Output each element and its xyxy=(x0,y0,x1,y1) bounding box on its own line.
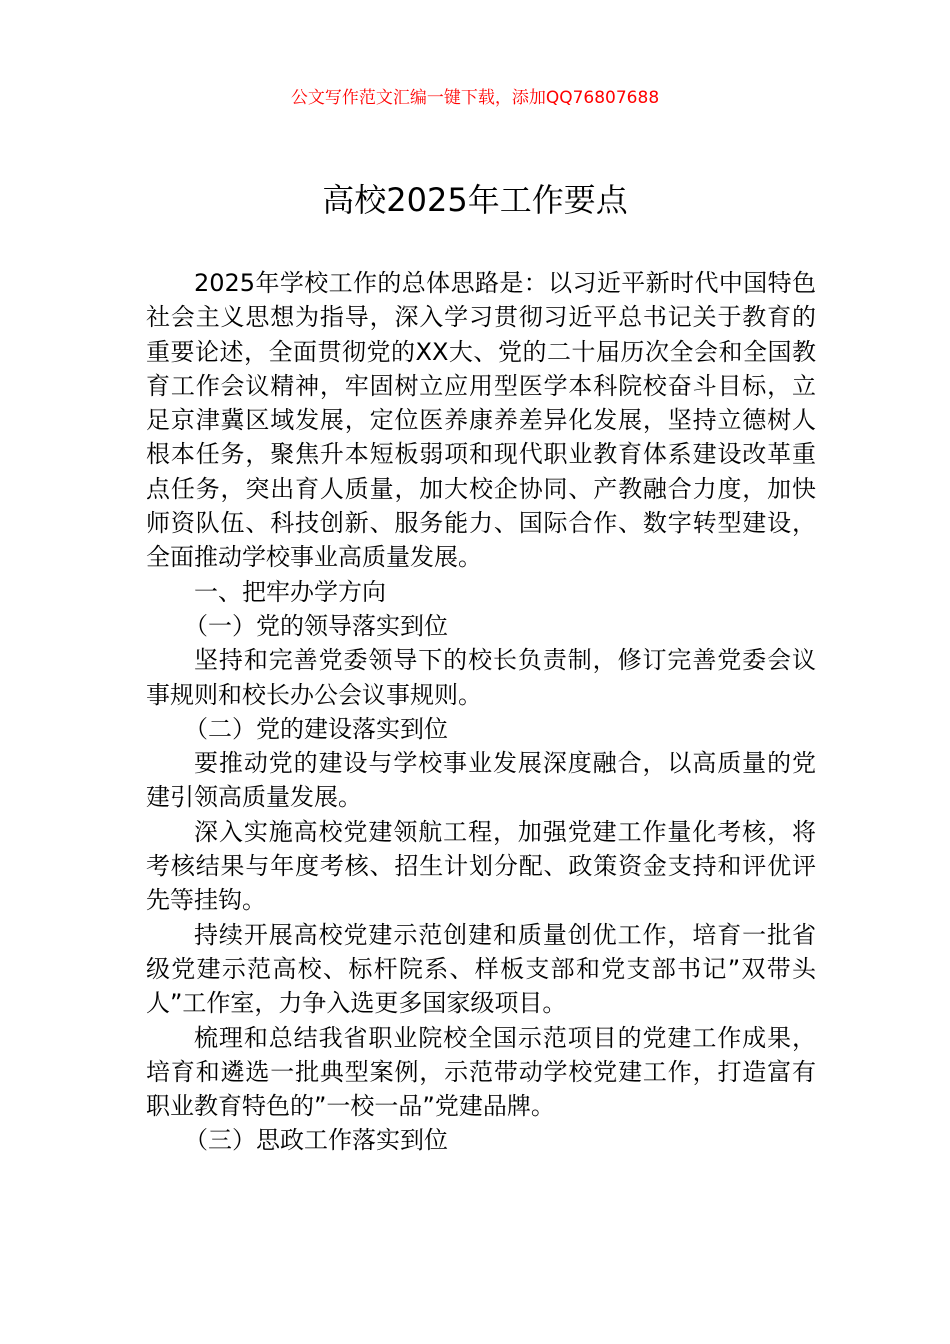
subsection-heading: （二）党的建设落实到位 xyxy=(184,714,448,743)
body-paragraph: 梳理和总结我省职业院校全国示范项目的党建工作成果，培育和遴选一批典型案例，示范带动学校党建工作，打造富有职业教育特色的”一校一品”党建品牌。 xyxy=(146,1023,816,1121)
section-heading: 一、把牢办学方向 xyxy=(194,577,386,606)
overview-paragraph: 2025年学校工作的总体思路是：以习近平新时代中国特色社会主义思想为指导，深入学习贯彻习近平总书记关于教育的重要论述，全面贯彻党的XX大、党的二十届历次全会和全国教育工作会议精神，牢固树立应用型医学本科院校奋斗目标，立足京津冀区域发展，定位医养康养差异化发展，坚持立德树人根本任务，聚焦升本短板弱项和现代职业教育体系建设改革重点任务，突出育人质量，加大校企协同、产教融合力度，加快师资队伍、科技创新、服务能力、国际合作、数字转型建设，全面推动学校事业高质量发展。 xyxy=(146,269,816,572)
body-paragraph: 要推动党的建设与学校事业发展深度融合，以高质量的党建引领高质量发展。 xyxy=(146,749,816,812)
body-paragraph: 深入实施高校党建领航工程，加强党建工作量化考核，将考核结果与年度考核、招生计划分配、政策资金支持和评优评先等挂钩。 xyxy=(146,817,816,915)
download-banner: 公文写作范文汇编一键下载，添加QQ76807688 xyxy=(290,88,660,108)
body-paragraph: 持续开展高校党建示范创建和质量创优工作，培育一批省级党建示范高校、标杆院系、样板支部和党支部书记”双带头人”工作室，力争入选更多国家级项目。 xyxy=(146,920,816,1018)
subsection-heading: （一）党的领导落实到位 xyxy=(184,611,448,640)
subsection-heading: （三）思政工作落实到位 xyxy=(184,1126,448,1155)
document-body xyxy=(146,266,816,1158)
body-paragraph: 坚持和完善党委领导下的校长负责制，修订完善党委会议事规则和校长办公会议事规则。 xyxy=(146,646,816,709)
document-title: 高校2025年工作要点 xyxy=(322,181,628,219)
